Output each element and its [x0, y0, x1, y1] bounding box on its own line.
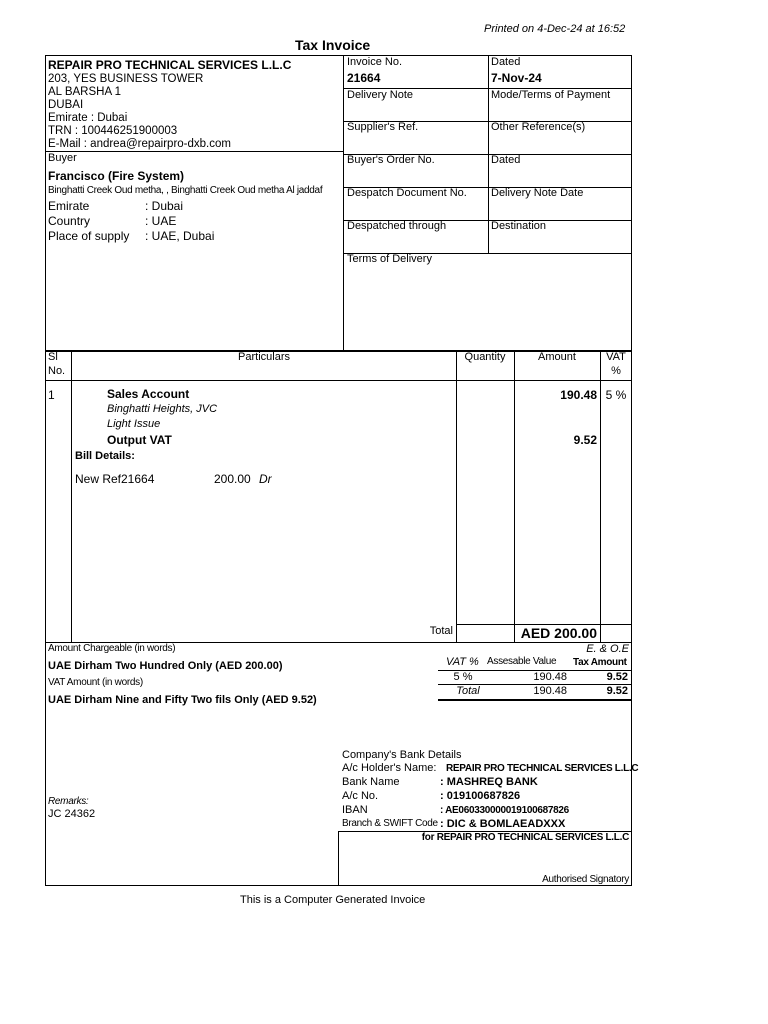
- vat-in-words: UAE Dirham Nine and Fifty Two fils Only (AED 9.52): [48, 694, 317, 706]
- invoice-no-label: Invoice No.: [347, 56, 403, 68]
- amount-in-words: UAE Dirham Two Hundred Only (AED 200.00): [48, 660, 283, 672]
- vat-summary-total-label: Total: [456, 685, 480, 697]
- authorised-signatory: Authorised Signatory: [542, 874, 629, 885]
- sales-amount: 190.48: [560, 388, 597, 402]
- buyers-order-label: Buyer's Order No.: [347, 154, 435, 166]
- suppliers-ref-label: Supplier's Ref.: [347, 121, 419, 133]
- remarks-value: JC 24362: [48, 808, 96, 820]
- col-amount-label: Amount: [538, 351, 576, 363]
- buyer-emirate-label: Emirate: [48, 199, 90, 213]
- computer-generated-note: This is a Computer Generated Invoice: [240, 894, 426, 906]
- dated-value: 7-Nov-24: [491, 71, 542, 85]
- vat-summary-total-tax: 9.52: [606, 685, 628, 697]
- seller-name: REPAIR PRO TECHNICAL SERVICES L.L.C: [48, 58, 292, 72]
- despatched-through-label: Despatched through: [347, 220, 447, 232]
- other-ref-label: Other Reference(s): [491, 121, 586, 133]
- for-company: for REPAIR PRO TECHNICAL SERVICES L.L.C: [421, 832, 629, 843]
- remarks-label: Remarks:: [48, 796, 89, 807]
- bank-branch-label: Branch & SWIFT Code: [342, 818, 438, 829]
- buyer-place-value: : UAE, Dubai: [145, 229, 215, 243]
- ref-dr: Dr: [259, 472, 272, 486]
- col-no-label: No.: [48, 365, 66, 377]
- col-vat-pct-label: %: [611, 365, 621, 377]
- amount-chargeable-label: Amount Chargeable (in words): [48, 643, 176, 654]
- bill-details-label: Bill Details:: [75, 450, 135, 462]
- seller-address-2: AL BARSHA 1: [48, 86, 122, 98]
- vat-summary-tax: 9.52: [606, 671, 628, 683]
- eoe: E. & O.E: [586, 643, 629, 655]
- new-ref-label: New Ref: [75, 472, 122, 486]
- seller-trn: TRN : 100446251900003: [48, 125, 178, 137]
- buyer-place-label: Place of supply: [48, 229, 130, 243]
- bank-heading: Company's Bank Details: [342, 749, 462, 761]
- invoice-no-value: 21664: [347, 71, 381, 85]
- vat-summary-rate-header: VAT %: [446, 656, 479, 668]
- buyer-name: Francisco (Fire System): [48, 169, 185, 183]
- delivery-note-date-label: Delivery Note Date: [491, 187, 584, 199]
- page-title: Tax Invoice: [295, 37, 371, 53]
- bank-acno-label: A/c No.: [342, 790, 379, 802]
- mode-terms-label: Mode/Terms of Payment: [491, 89, 611, 101]
- col-particulars-label: Particulars: [238, 351, 290, 363]
- col-quantity-label: Quantity: [464, 351, 506, 363]
- buyer-label: Buyer: [48, 152, 77, 164]
- ref-amount: 200.00: [214, 472, 251, 486]
- sales-sub-1: Binghatti Heights, JVC: [107, 403, 218, 415]
- printed-on: Printed on 4-Dec-24 at 16:52: [484, 23, 626, 35]
- output-vat: Output VAT: [107, 433, 172, 447]
- col-sl-label: Sl: [48, 351, 58, 363]
- vat-summary-assessable: 190.48: [533, 671, 567, 683]
- buyer-country-value: : UAE: [145, 214, 177, 228]
- vat-summary-rate: 5 %: [453, 671, 473, 683]
- bank-branch-value: : DIC & BOMLAEADXXX: [440, 818, 566, 830]
- bank-name-value: : MASHREQ BANK: [440, 776, 538, 788]
- delivery-note-label: Delivery Note: [347, 89, 414, 101]
- destination-label: Destination: [491, 220, 547, 232]
- seller-email: E-Mail : andrea@repairpro-dxb.com: [48, 138, 231, 150]
- vat-summary-total-assessable: 190.48: [533, 685, 567, 697]
- terms-delivery-label: Terms of Delivery: [347, 253, 432, 265]
- total-amount: AED 200.00: [520, 625, 597, 641]
- bank-acno-value: : 019100687826: [440, 790, 521, 802]
- vat-amount-label: VAT Amount (in words): [48, 677, 143, 688]
- bank-holder-value: REPAIR PRO TECHNICAL SERVICES L.L.C: [446, 763, 639, 774]
- despatch-doc-label: Despatch Document No.: [347, 187, 467, 199]
- buyer-emirate-value: : Dubai: [145, 199, 184, 213]
- bank-holder-label: A/c Holder's Name:: [342, 762, 437, 774]
- dated2-label: Dated: [491, 154, 521, 166]
- output-vat-amount: 9.52: [573, 433, 597, 447]
- buyer-address: Binghatti Creek Oud metha, , Binghatti Creek Oud metha Al jaddaf: [48, 185, 323, 196]
- bank-iban-label: IBAN: [342, 804, 368, 816]
- vat-summary-tax-header: Tax Amount: [573, 657, 627, 668]
- sales-account: Sales Account: [107, 387, 190, 401]
- seller-emirate: Emirate : Dubai: [48, 112, 128, 124]
- sales-vat: 5 %: [605, 388, 627, 402]
- seller-address-3: DUBAI: [48, 99, 84, 111]
- col-vat-label: VAT: [606, 351, 626, 363]
- seller-address-1: 203, YES BUSINESS TOWER: [48, 73, 204, 85]
- ref-no: 21664: [121, 472, 155, 486]
- row-sl: 1: [48, 388, 55, 402]
- buyer-country-label: Country: [48, 214, 91, 228]
- dated-label: Dated: [491, 56, 521, 68]
- sales-sub-2: Light Issue: [107, 418, 161, 430]
- vat-summary-assessable-header: Assesable Value: [487, 656, 557, 667]
- bank-iban-value: : AE060330000019100687826: [440, 805, 569, 816]
- total-label: Total: [429, 625, 453, 637]
- bank-name-label: Bank Name: [342, 776, 400, 788]
